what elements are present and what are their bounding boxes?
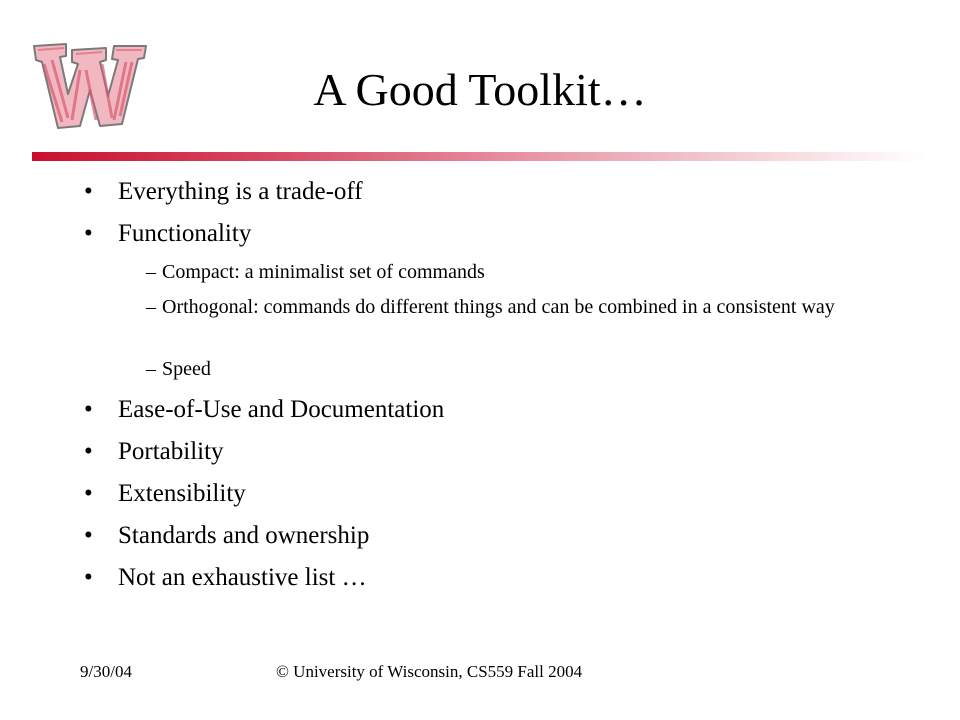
bullet-mark: •	[84, 178, 93, 205]
slide-title: A Good Toolkit…	[313, 64, 647, 115]
sub-bullet-text: Compact: a minimalist set of commands	[162, 261, 485, 283]
sub-bullet-text: Orthogonal: commands do different things and can be combined in a consistent way	[162, 296, 835, 318]
bullet-text: Extensibility	[118, 480, 246, 507]
bullet-mark: •	[84, 438, 93, 465]
bullet-text: Not an exhaustive list …	[118, 564, 367, 591]
bullet-text: Everything is a trade-off	[118, 178, 363, 205]
bullet-mark: •	[84, 220, 93, 247]
bullet-text: Ease-of-Use and Documentation	[118, 396, 445, 423]
bullet-text: Standards and ownership	[118, 522, 370, 549]
sub-bullet-mark: –	[146, 261, 156, 283]
bullet-mark: •	[84, 522, 93, 549]
sub-bullet-mark: –	[146, 358, 156, 380]
footer-date: 9/30/04	[80, 662, 132, 681]
bullet-text: Functionality	[118, 220, 252, 247]
bullet-text: Portability	[118, 438, 224, 465]
footer-copyright: © University of Wisconsin, CS559 Fall 2004	[276, 662, 583, 681]
bullet-mark: •	[84, 480, 93, 507]
sub-bullet-mark: –	[146, 296, 156, 318]
bullet-mark: •	[84, 564, 93, 591]
sub-bullet-text: Speed	[162, 358, 211, 380]
bullet-mark: •	[84, 396, 93, 423]
